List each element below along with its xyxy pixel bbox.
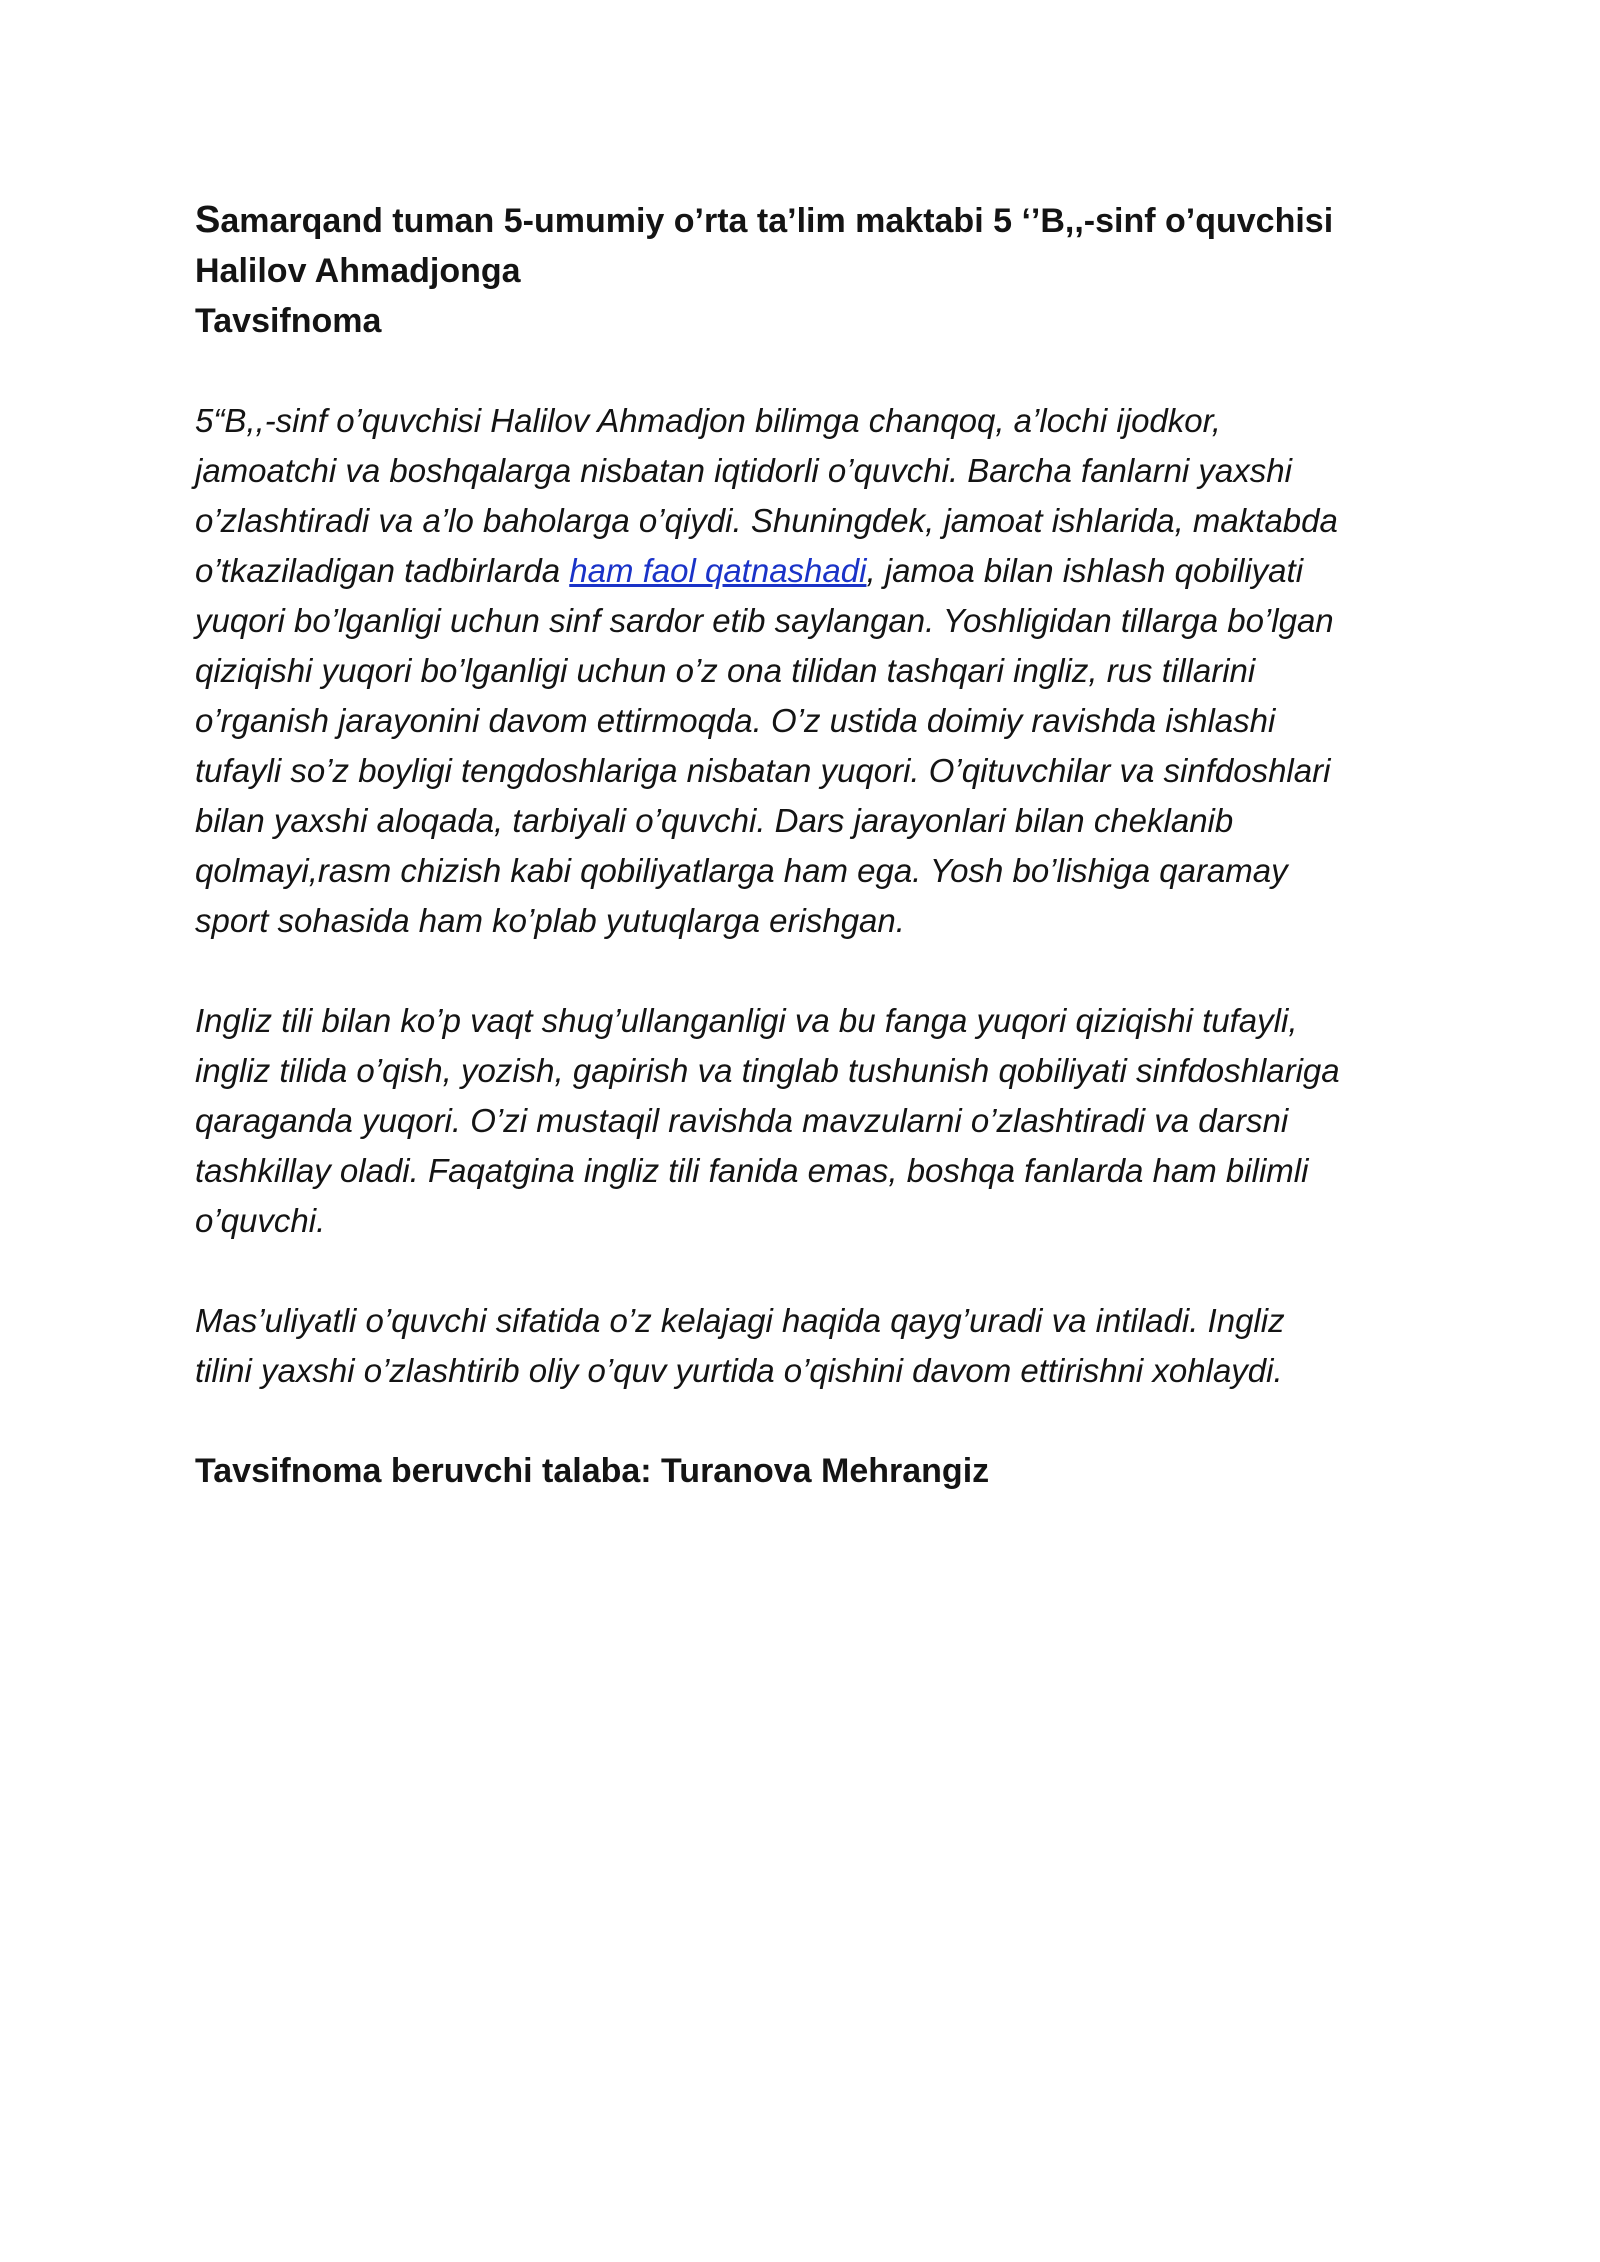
paragraph-3-line: Mas’uliyatli o’quvchi sifatida o’z kelajagi haqida qayg’uradi va intiladi. Ingliz [195,1302,1285,1339]
line-text-after-link: , jamoa bilan ishlash qobiliyati [866,552,1304,589]
paragraph-1-line: tufayli so’z boyligi tengdoshlariga nisbatan yuqori. O’qituvchilar va sinfdoshlari [195,752,1331,789]
paragraph-1-line: bilan yaxshi aloqada, tarbiyali o’quvchi. Dars jarayonlari bilan cheklanib [195,802,1234,839]
spacer [195,1246,1425,1296]
paragraph-2-line: ingliz tilida o’qish, yozish, gapirish va tinglab tushunish qobiliyati sinfdoshlariga [195,1052,1340,1089]
paragraph-1-line: o’zlashtiradi va a’lo baholarga o’qiydi. Shuningdek, jamoat ishlarida, maktabda [195,502,1338,539]
signature-line: Tavsifnoma beruvchi talaba: Turanova Mehrangiz [195,1452,990,1490]
paragraph-2-line: o’quvchi. [195,1202,326,1239]
paragraph-1-line: 5“B,,-sinf o’quvchisi Halilov Ahmadjon bilimga chanqoq, a’lochi ijodkor, [195,402,1221,439]
document-body [195,195,1425,1496]
header-initial: S [195,199,221,241]
document-title: Tavsifnoma [195,302,382,340]
header-line-1 [195,195,1425,246]
spacer [195,346,1425,396]
spacer [195,1396,1425,1446]
recipient-name: Halilov Ahmadjonga [195,252,521,290]
paragraph-1-line: yuqori bo’lganligi uchun sinf sardor etib saylangan. Yoshligidan tillarga bo’lgan [195,602,1334,639]
paragraph-2-line: tashkillay oladi. Faqatgina ingliz tili fanida emas, boshqa fanlarda ham bilimli [195,1152,1309,1189]
paragraph-1-line: jamoatchi va boshqalarga nisbatan iqtidorli o’quvchi. Barcha fanlarni yaxshi [195,452,1292,489]
line-text-before-link: o’tkaziladigan tadbirlarda [195,552,570,589]
paragraph-1-line: sport sohasida ham ko’plab yutuqlarga erishgan. [195,902,905,939]
paragraph-3 [195,1296,1425,1396]
paragraph-1-line: qolmayi,rasm chizish kabi qobiliyatlarga ham ega. Yosh bo’lishiga qaramay [195,852,1288,889]
paragraph-2-line: Ingliz tili bilan ko’p vaqt shug’ullanganligi va bu fanga yuqori qiziqishi tufayli, [195,1002,1298,1039]
paragraph-1-line: o’rganish jarayonini davom ettirmoqda. O’z ustida doimiy ravishda ishlashi [195,702,1276,739]
paragraph-1 [195,396,1425,946]
header-line-1-text: amarqand tuman 5-umumiy o’rta ta’lim maktabi 5 ‘’B,,-sinf o’quvchisi [220,202,1334,240]
spacer [195,946,1425,996]
paragraph-1-line: qiziqishi yuqori bo’lganligi uchun o’z ona tilidan tashqari ingliz, rus tillarini [195,652,1256,689]
paragraph-3-line: tilini yaxshi o’zlashtirib oliy o’quv yurtida o’qishini davom ettirishni xohlaydi. [195,1352,1283,1389]
paragraph-2-line: qaraganda yuqori. O’zi mustaqil ravishda mavzularni o’zlashtiradi va darsni [195,1102,1289,1139]
hyperlink[interactable]: ham faol qatnashadi [569,552,867,589]
paragraph-2 [195,996,1425,1246]
paragraph-1-line-with-link [195,546,1425,596]
